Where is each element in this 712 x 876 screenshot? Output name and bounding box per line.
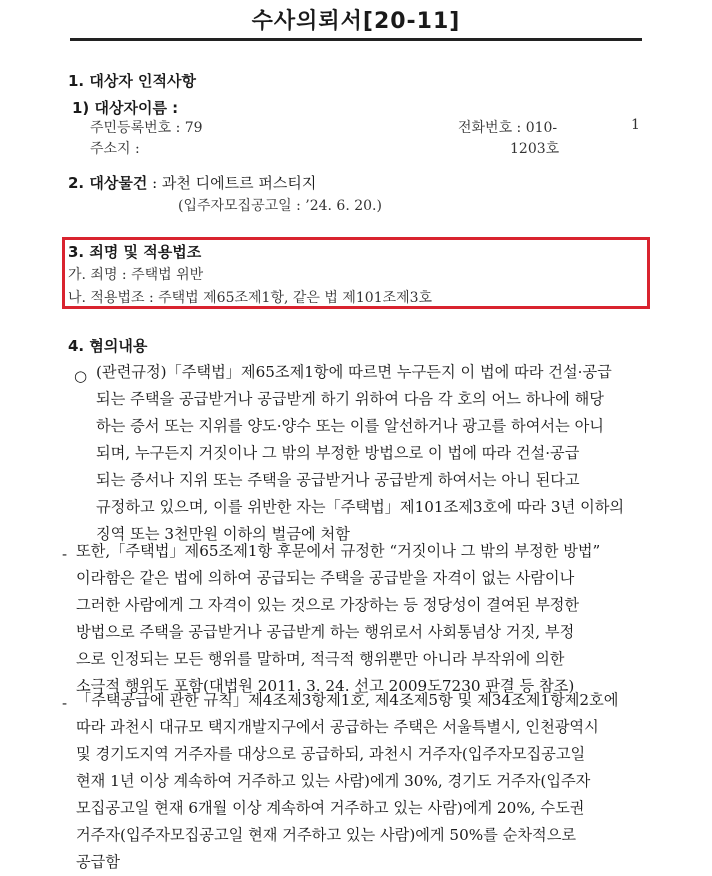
para2-line: 이라함은 같은 법에 의하여 공급되는 주택을 공급받을 자격이 없는 사람이나 xyxy=(76,569,575,587)
section3-heading: 3. 죄명 및 적용법조 xyxy=(68,243,202,261)
section2-line xyxy=(68,172,316,193)
paragraph-supply-rules xyxy=(76,687,618,876)
para1-line: 되며, 누구든지 거짓이나 그 밖의 부정한 방법으로 이 법에 따라 건설·공급 xyxy=(96,444,580,462)
para1-line: 되는 증서나 지위 또는 주택을 공급받거나 공급받게 하여서는 아니 된다고 xyxy=(96,471,580,489)
para3-line: 모집공고일 현재 6개월 이상 계속하여 거주하고 있는 사람)에게 20%, 수도권 xyxy=(76,799,585,817)
para1-line: (관련규정)「주택법」제65조제1항에 따르면 누구든지 이 법에 따라 건설·공급 xyxy=(96,363,612,381)
para1-line: 징역 또는 3천만원 이하의 벌금에 처함 xyxy=(96,525,350,543)
resident-number-label: 주민등록번호 : 79 xyxy=(90,120,203,136)
phone-tail: 1 xyxy=(631,117,640,133)
para2-line: 으로 인정되는 모든 행위를 말하며, 적극적 행위뿐만 아니라 부작위에 의한 xyxy=(76,650,565,668)
para1-line: 하는 증서 또는 지위를 양도·양수 또는 이를 알선하거나 광고를 하여서는 아니 xyxy=(96,417,604,435)
section2-heading: 2. 대상물건 xyxy=(68,174,148,192)
paragraph-fraud-definition xyxy=(76,538,600,700)
para3-line: 공급함 xyxy=(76,853,121,871)
crime-name-line: 가. 죄명 : 주택법 위반 xyxy=(68,267,204,283)
para1-line: 되는 주택을 공급받거나 공급받게 하기 위하여 다음 각 호의 어느 하나에 해당 xyxy=(96,390,604,408)
document-title-bar xyxy=(70,0,642,41)
bullet-circle: ○ xyxy=(74,367,88,385)
applicable-law-line: 나. 적용법조 : 주택법 제65조제1항, 같은 법 제101조제3호 xyxy=(68,290,433,306)
dash-marker: - xyxy=(62,694,68,712)
notice-date: (입주자모집공고일 : ’24. 6. 20.) xyxy=(178,198,382,214)
para3-line: 현재 1년 이상 계속하여 거주하고 있는 사람)에게 30%, 경기도 거주자(입주자 xyxy=(76,772,591,790)
section4-heading: 4. 혐의내용 xyxy=(68,337,148,355)
dash-marker: - xyxy=(62,545,68,563)
phone-label: 전화번호 : 010- xyxy=(458,120,558,136)
paragraph-related-rules xyxy=(96,359,624,548)
section1-heading: 1. 대상자 인적사항 xyxy=(68,72,197,90)
para2-line: 소극적 행위도 포함(대법원 2011. 3. 24. 선고 2009도7230 판결 등 참조) xyxy=(76,677,575,695)
para2-line: 방법으로 주택을 공급받거나 공급받게 하는 행위로서 사회통념상 거짓, 부정 xyxy=(76,623,575,641)
para2-line: 또한,「주택법」제65조제1항 후문에서 규정한 “거짓이나 그 밖의 부정한 방법” xyxy=(76,542,601,560)
para1-line: 규정하고 있으며, 이를 위반한 자는「주택법」제101조제3호에 따라 3년 이하의 xyxy=(96,498,625,516)
para3-line: 및 경기도지역 거주자를 대상으로 공급하되, 과천시 거주자(입주자모집공고일 xyxy=(76,745,586,763)
para3-line: 거주자(입주자모집공고일 현재 거주하고 있는 사람)에게 50%를 순차적으로 xyxy=(76,826,577,844)
target-name-heading: 1) 대상자이름 : xyxy=(72,99,179,117)
target-property: : 과천 디에트르 퍼스티지 xyxy=(152,174,317,192)
para3-line: 따라 과천시 대규모 택지개발지구에서 공급하는 주택은 서울특별시, 인천광역시 xyxy=(76,718,599,736)
para2-line: 그러한 사람에게 그 자격이 있는 것으로 가장하는 등 정당성이 결여된 부정한 xyxy=(76,596,580,614)
para3-line: 「주택공급에 관한 규칙」제4조제3항제1호, 제4조제5항 및 제34조제1항제2호에 xyxy=(76,691,619,709)
unit-number: 1203호 xyxy=(510,141,560,157)
document-title: 수사의뢰서[20-11] xyxy=(251,8,461,34)
address-label: 주소지 : xyxy=(90,141,140,157)
